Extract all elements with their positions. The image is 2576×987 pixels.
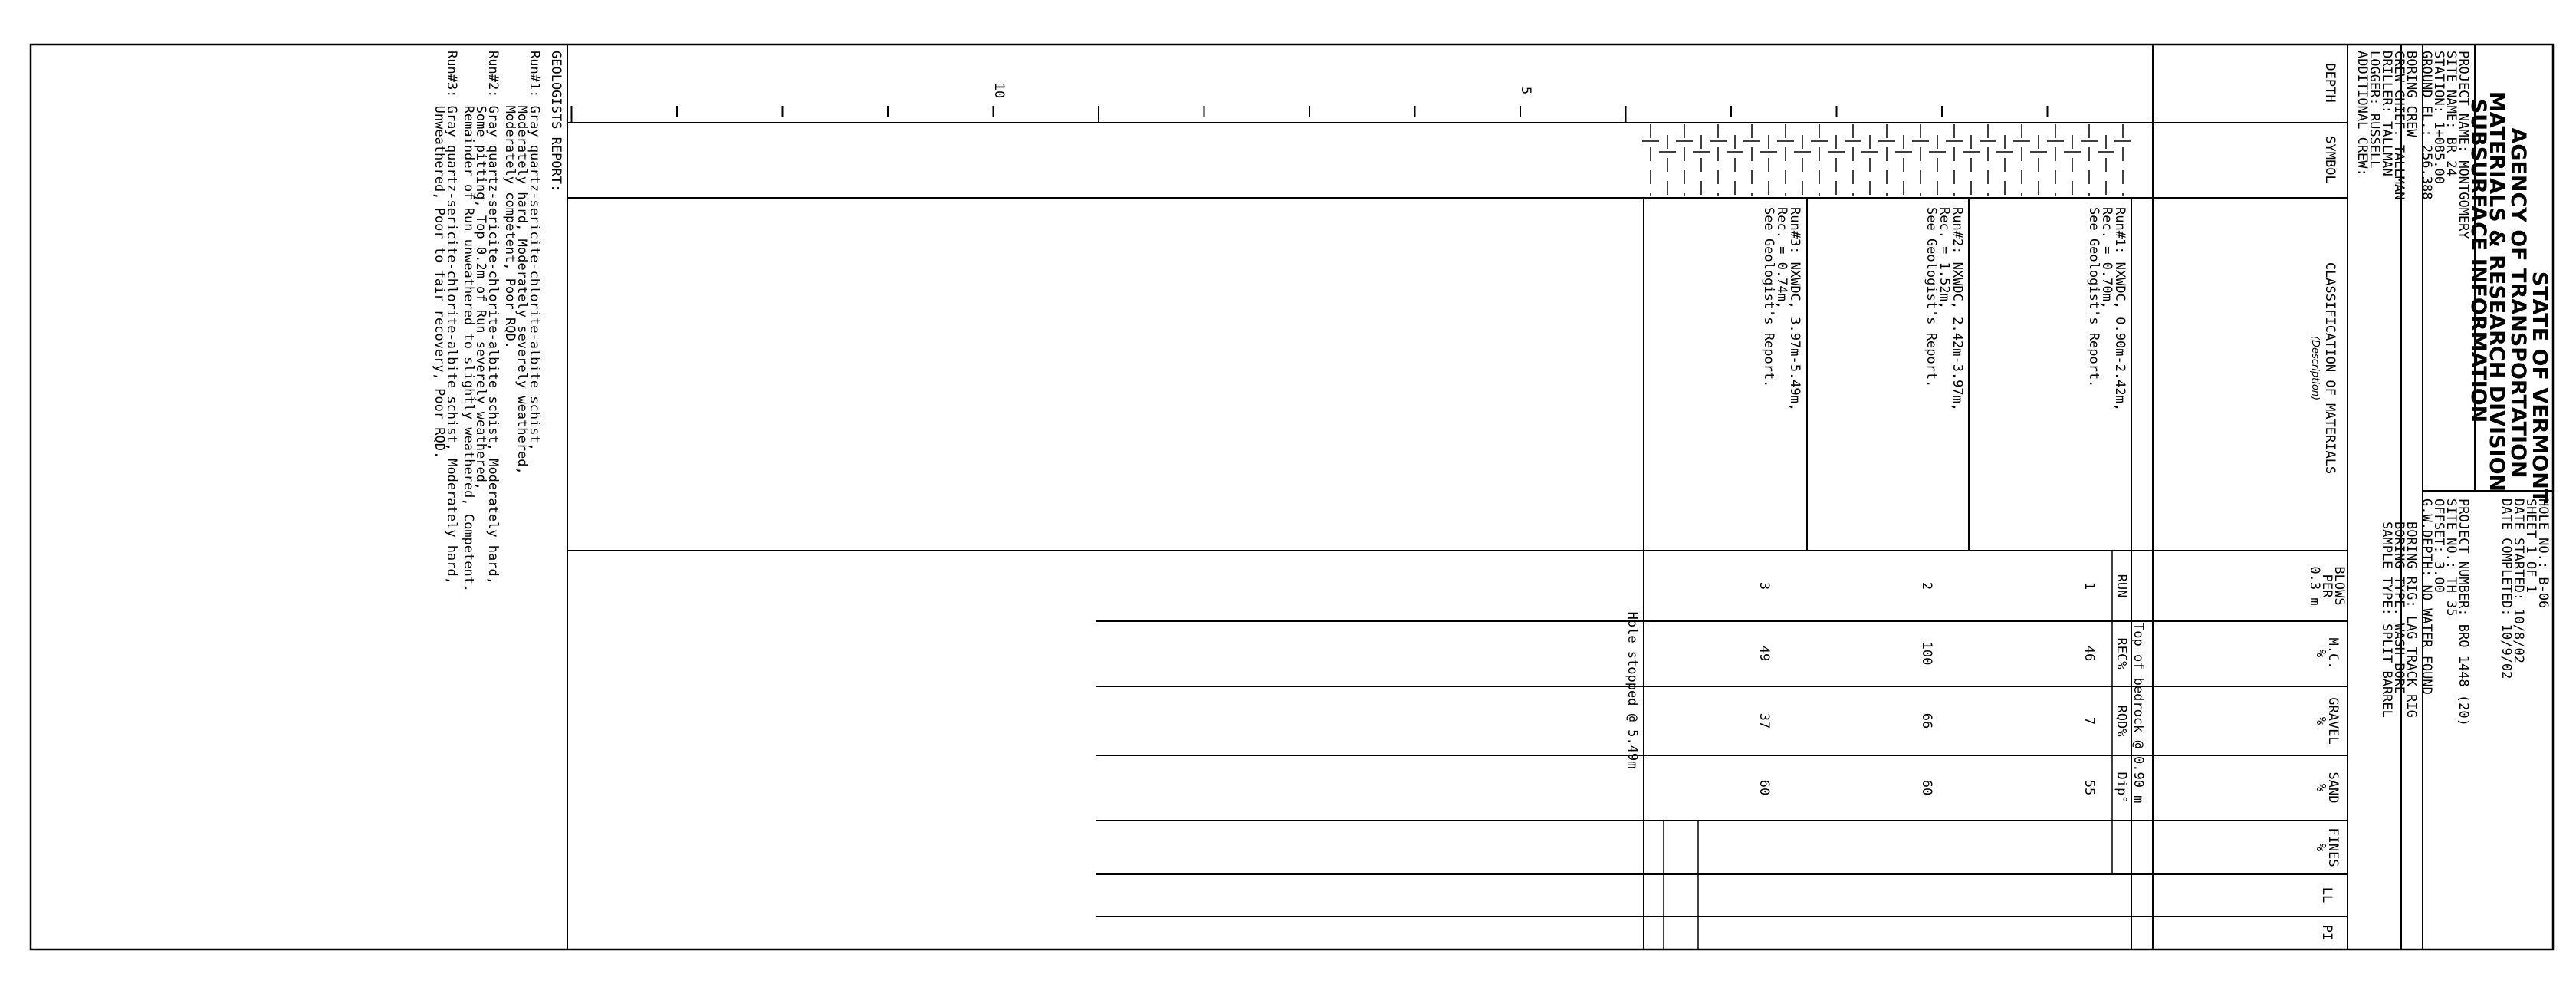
geologist-report [432,51,564,592]
logger: LOGGER: RUSSELL [2367,51,2382,169]
run1-line1: Run#1: NXWDC, 0.90m-2.42m, [2112,207,2128,412]
run1-line2: Rec. = 0.70m, [2099,207,2114,310]
hole-stopped-note: Hole stopped @ 5.49m [1625,611,1640,769]
core-run-heading: RUN [2114,574,2129,598]
geo-line-7: Run#3: Gray quartz-sericite-chlorite-albite schist, Moderately hard, [444,51,459,584]
boring-type: BORING TYPE: WASH BORE [2391,521,2407,695]
run3-line2: Rec. = 0.74m, [1774,207,1789,310]
station: STATION: 1+085.00 [2431,51,2446,184]
fines-heading-2: % [2313,843,2328,852]
run2-number: 2 [1919,581,1934,591]
gravel-heading-2: % [2313,716,2328,725]
run2-dip: 60 [1919,779,1934,796]
site-number: SITE NO.: TH 35 [2443,498,2459,617]
core-section [1625,124,2146,949]
depth-scale [572,83,2154,123]
gravel-heading-1: GRAVEL [2325,697,2341,745]
classification-subheading: (Description) [2309,335,2321,401]
additional-crew: ADDITIONAL CREW: [2354,51,2370,176]
geo-line-1: Run#1: Gray quartz-sericite-chlorite-albite schist, [527,51,542,451]
fines-heading-1: FINES [2325,827,2341,867]
geologist-heading: GEOLOGISTS REPORT: [548,51,564,192]
project-name: PROJECT NAME: MONTGOMERY [2456,51,2471,239]
depth-label-10: 10 [991,82,1007,99]
run3-line3: See Geologist's Report. [1761,207,1776,388]
driller: DRILLER: TALLMAN [2379,51,2394,176]
run2-line1: Run#2: NXWDC, 2.42m-3.97m, [1950,207,1965,412]
blows-heading-2: PER [2319,574,2334,598]
site-name: SITE NAME: BR 24 [2443,51,2459,176]
run1-line3: See Geologist's Report. [2086,207,2101,388]
run3-rec: 49 [1756,645,1772,662]
depth-heading: DEPTH [2322,63,2338,103]
rotated-log [31,44,2553,949]
mc-heading-2: % [2313,649,2328,658]
geo-line-8: Unweathered, Poor to fair recovery, Poor RQD. [432,51,447,459]
column-headings [567,44,2348,949]
date-started: DATE STARTED: 10/8/02 [2511,498,2526,663]
gw-depth: G.W.DEPTH: NO WATER FOUND [2419,498,2434,695]
bedrock-note: Top of bedrock @ 0.90 m [2131,623,2146,804]
run1-dip: 55 [2082,779,2097,796]
run3-number: 3 [1756,581,1772,591]
ground-elevation: GROUND EL.: 256.388 [2419,51,2434,200]
run1-rqd: 7 [2082,716,2097,725]
core-rec-heading: REC% [2114,637,2129,670]
run3-rqd: 37 [1756,712,1772,729]
blows-heading-1: BLOWS [2331,566,2347,606]
run1-number: 1 [2082,581,2097,591]
project-number: PROJECT NUMBER: BRO 1448 (20) [2456,498,2471,726]
sand-heading-1: SAND [2325,772,2341,804]
symbol-heading: SYMBOL [2322,136,2338,183]
geo-line-3: Moderately competent, Poor RQD. [502,51,518,349]
run3-dip: 60 [1756,779,1772,796]
core-rqd-heading: RQD% [2114,705,2129,737]
boring-crew: BORING CREW [2404,51,2419,137]
core-dip-heading: Dip° [2114,772,2129,804]
run2-line3: See Geologist's Report. [1924,207,1939,388]
ll-heading: LL [2319,887,2334,903]
hole-number: HOLE NO.: B-06 [2535,498,2551,609]
classification-heading: CLASSIFICATION OF MATERIALS [2322,262,2338,475]
title-line-4: SUBSURFACE INFORMATION [2466,98,2490,423]
title-line-2: AGENCY OF TRANSPORTATION [2506,127,2530,479]
geo-line-5: Some pitting, Top 0.2m of Run severely weathered, [473,51,488,491]
title-line-3: MATERIALS & RESEARCH DIVISION [2485,90,2509,492]
blows-heading-3: 0.3 m [2307,566,2322,606]
date-completed: DATE COMPLETED: 10/9/02 [2499,498,2514,679]
sand-heading-2: % [2313,783,2328,792]
title-line-1: STATE OF VERMONT [2528,271,2551,504]
sample-type: SAMPLE TYPE: SPLIT BARREL [2379,521,2394,718]
run1-rec: 46 [2082,645,2097,662]
depth-label-5: 5 [1518,86,1533,95]
geo-line-2: Moderately hard, Moderately severely weathered, [514,51,530,475]
mc-heading-1: M.C. [2325,637,2341,670]
crew-chief: CREW CHIEF: TALLMAN [2391,51,2407,200]
geo-line-4: Run#2: Gray quartz-sericite-chlorite-albite schist, Moderately hard, [485,51,501,584]
header-block [2354,44,2553,949]
run2-line2: Rec. = 1.52m, [1937,207,1952,310]
run3-line1: Run#3: NXWDC, 3.97m-5.49m, [1787,207,1802,412]
sheet-number: SHEET 1 OF 1 [2523,498,2538,593]
geo-line-6: Remainder of Run unweathered to slightly weathered, Competent. [461,51,476,593]
schist-symbol [1642,124,2131,196]
offset: OFFSET: 3.00 [2431,498,2446,593]
pi-heading: PI [2319,924,2334,941]
run2-rec: 100 [1919,641,1934,666]
run2-rqd: 66 [1919,712,1934,729]
outer-frame [31,44,2553,949]
boring-rig: BORING RIG: LAG TRACK RIG [2404,521,2419,718]
